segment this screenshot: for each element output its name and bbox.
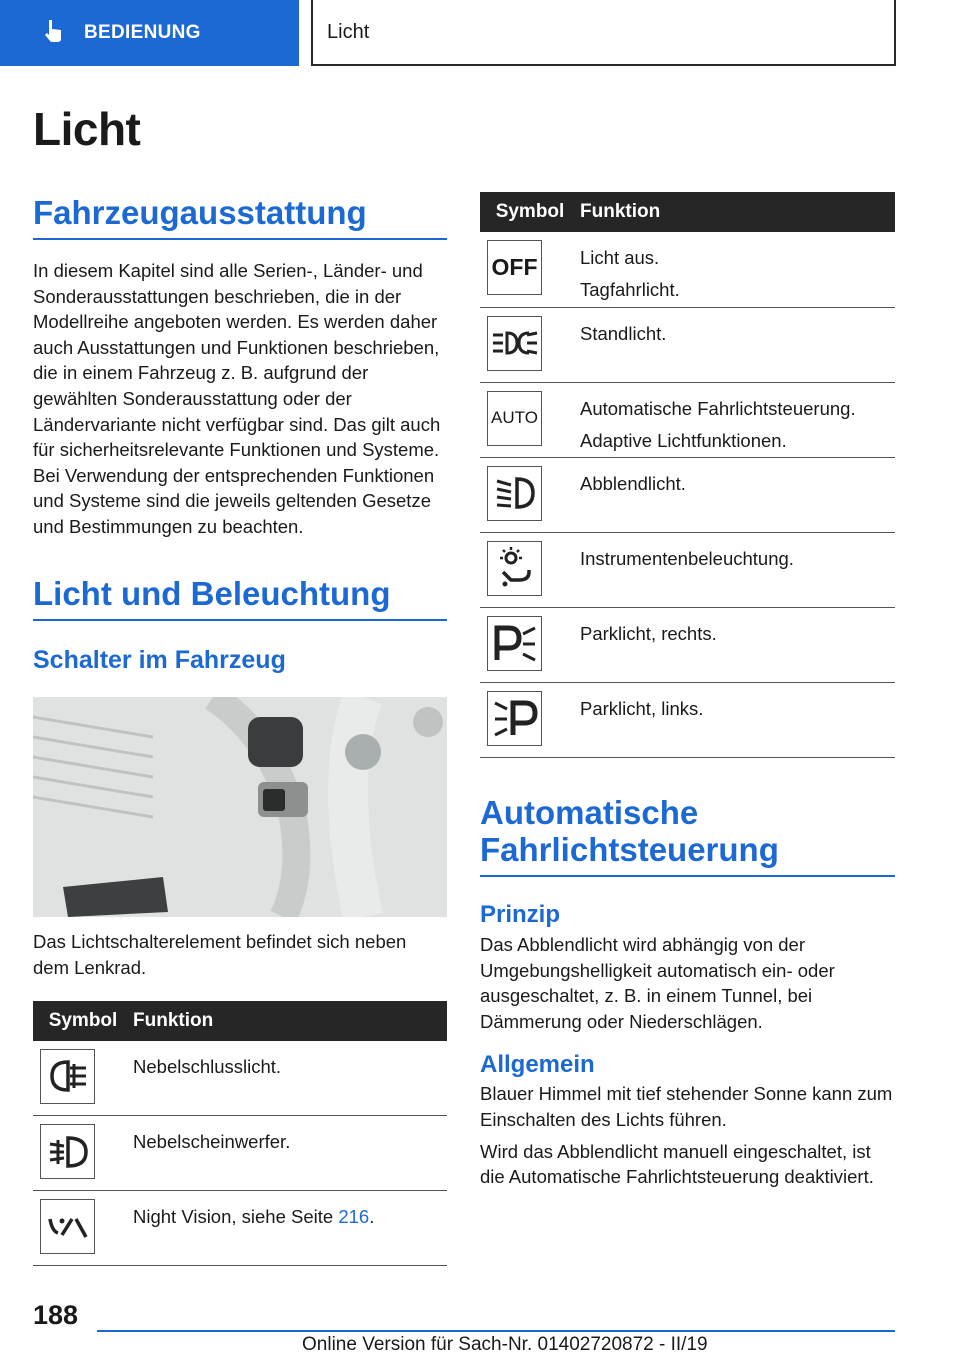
night-vision-icon <box>40 1199 95 1254</box>
function-text: Instrumentenbeleuchtung. <box>580 532 895 607</box>
table-row <box>480 307 895 382</box>
paragraph-fahrzeugausstattung: In diesem Kapitel sind alle Serien-, Länder- und Sonderausstattungen beschrieben, die in der Modellreihe angeboten werden. Es werden daher auch Ausstattungen und Funktionen beschrieben, die in einem Fahrzeug z. B. aufgrund der gewählten Sonderausstattung oder der Ländervariante nicht verfügbar sind. Das gilt auch für sicherheitsrelevante Funktionen und Systeme. Bei Verwendung der entsprechenden Funktionen und Systeme sind die jeweils geltenden Gesetze und Bestimmungen zu beachten. <box>33 259 441 537</box>
paragraph-allgemein-2: Wird das Abblendlicht manuell eingeschaltet, ist die Automatische Fahrlichtsteuerung deaktiviert. <box>480 1140 874 1188</box>
chapter-tab-label: BEDIENUNG <box>84 22 201 43</box>
function-text: Night Vision, siehe Seite <box>133 1206 339 1228</box>
table-row <box>33 1041 447 1116</box>
table-row <box>480 382 895 457</box>
function-text-secondary: Tagfahrlicht. <box>580 279 680 300</box>
photo-caption: Das Lichtschalterelement befindet sich neben dem Lenkrad. <box>33 931 407 978</box>
page-title: Licht <box>33 103 141 155</box>
subheading-prinzip: Prinzip <box>480 901 561 929</box>
instrument-lighting-icon <box>487 541 542 596</box>
footer-text: Online Version für Sach-Nr. 01402720872 - II/19 <box>302 1334 708 1355</box>
heading-automatische-fahrlichtsteuerung: Automatische Fahrlichtsteuerung <box>480 794 895 878</box>
table-row <box>480 457 895 532</box>
table-row <box>33 1116 447 1191</box>
symbol-table-right <box>480 192 895 758</box>
function-text: Abblendlicht. <box>580 457 895 532</box>
function-text-secondary: Adaptive Lichtfunktionen. <box>580 429 787 451</box>
col-header-symbol: Symbol <box>33 1001 133 1041</box>
parking-light-icon <box>487 316 542 371</box>
function-text: Standlicht. <box>580 307 895 382</box>
col-header-function: Funktion <box>133 1001 447 1041</box>
parking-light-left-icon <box>487 691 542 746</box>
table-row <box>480 682 895 757</box>
table-row <box>480 532 895 607</box>
table-row <box>33 1191 447 1266</box>
light-switch-photo <box>33 697 447 917</box>
table-row <box>480 232 895 307</box>
function-text: Parklicht, links. <box>580 682 895 757</box>
chapter-tab[interactable] <box>0 0 299 66</box>
col-header-function: Funktion <box>580 192 895 232</box>
page-number: 188 <box>33 1300 79 1330</box>
function-text: Licht aus. <box>580 247 660 268</box>
front-fog-light-icon <box>40 1124 95 1179</box>
paragraph-prinzip: Das Abblendlicht wird abhängig von der Umgebungshelligkeit automatisch ein- oder ausgeschaltet, z. B. in einem Tunnel, bei Dämmerung oder Niederschlägen. <box>480 934 835 1032</box>
page-link-216[interactable]: 216 <box>338 1206 370 1228</box>
low-beam-icon <box>487 466 542 521</box>
hand-pointer-icon <box>40 18 66 49</box>
footer-divider <box>97 1330 895 1332</box>
subheading-allgemein: Allgemein <box>480 1050 595 1078</box>
section-header-title: Licht <box>311 0 896 66</box>
heading-fahrzeugausstattung: Fahrzeugausstattung <box>33 194 447 240</box>
off-icon: OFF <box>487 240 542 295</box>
function-text: Automatische Fahrlichtsteuerung. <box>580 397 856 419</box>
parking-light-right-icon <box>487 616 542 671</box>
rear-fog-light-icon <box>40 1049 95 1104</box>
left-column <box>33 96 447 1266</box>
table-row <box>480 607 895 682</box>
subheading-schalter: Schalter im Fahrzeug <box>33 646 286 675</box>
function-text: Nebelschlusslicht. <box>133 1041 447 1116</box>
col-header-symbol: Symbol <box>480 192 580 232</box>
heading-licht-und-beleuchtung: Licht und Beleuchtung <box>33 575 447 621</box>
symbol-table-left <box>33 1001 447 1267</box>
paragraph-allgemein-1: Blauer Himmel mit tief stehender Sonne kann zum Einschalten des Lichts führen. <box>480 1083 893 1130</box>
auto-icon: AUTO <box>487 391 542 446</box>
function-text: Nebelscheinwerfer. <box>133 1116 447 1191</box>
function-text-suffix: . <box>369 1206 375 1228</box>
function-text: Parklicht, rechts. <box>580 607 895 682</box>
right-column <box>480 192 895 1190</box>
